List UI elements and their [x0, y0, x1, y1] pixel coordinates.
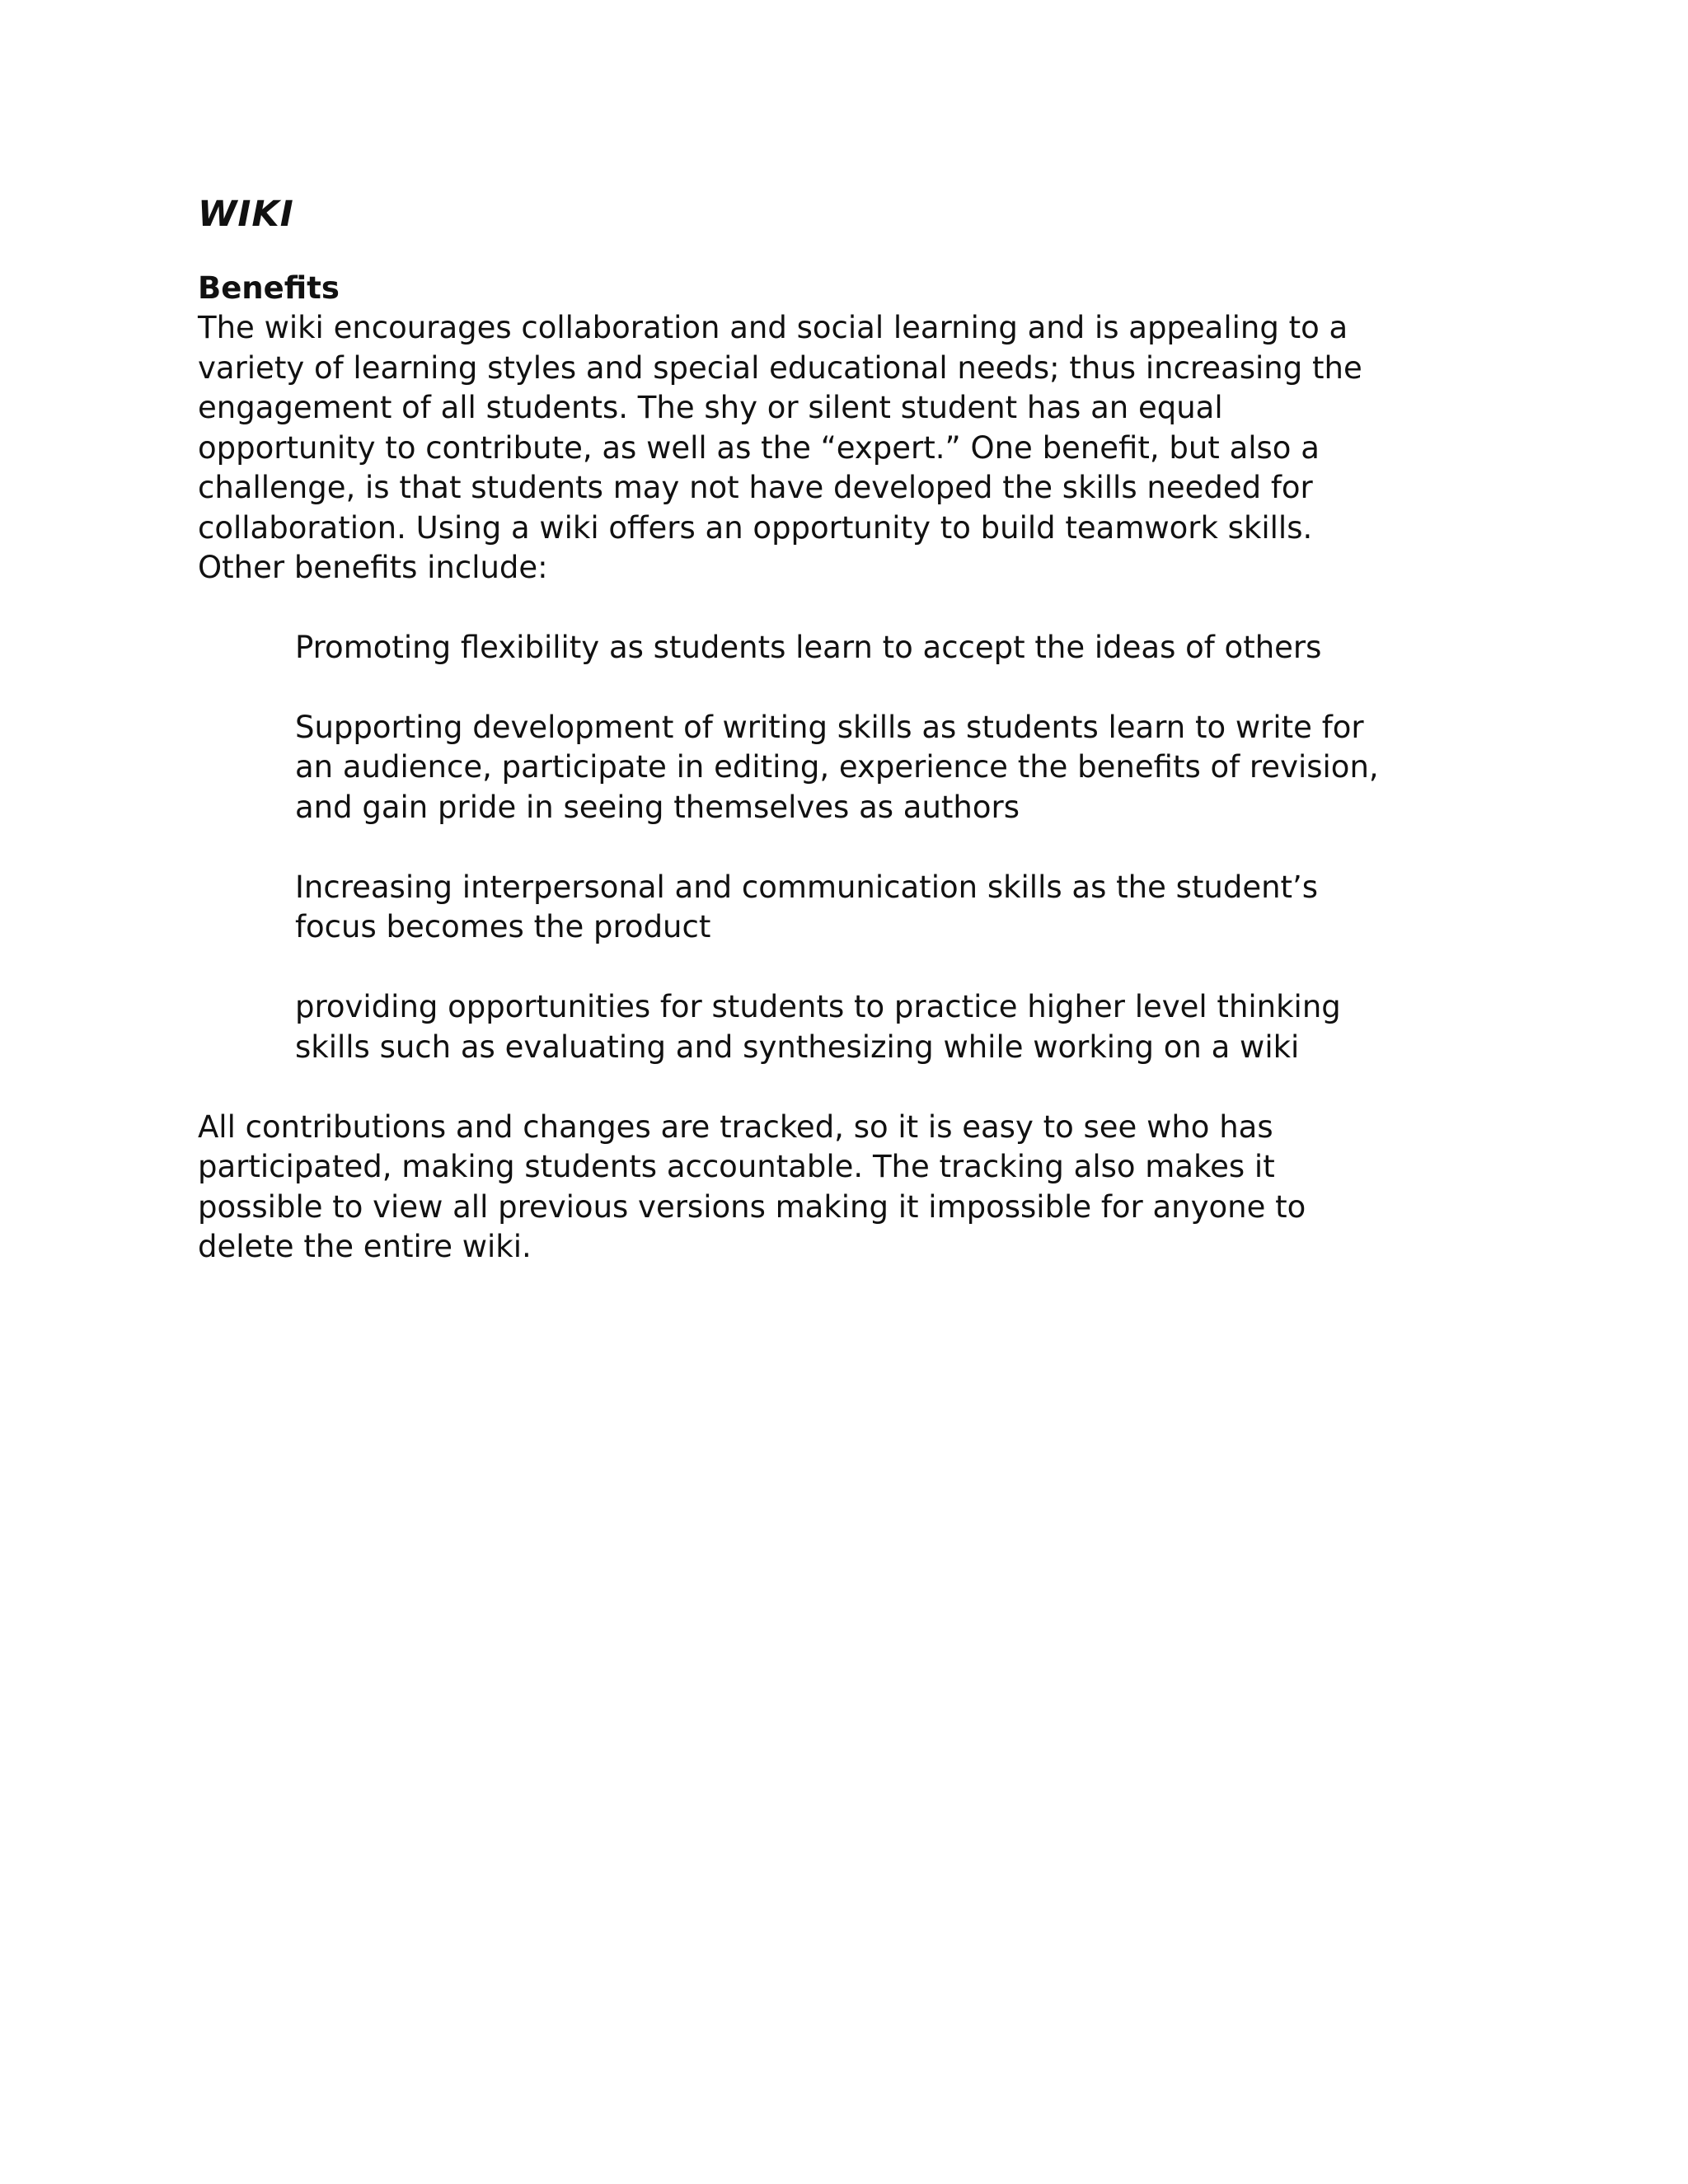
- benefits-list: [198, 628, 1533, 1068]
- benefit-item: Increasing interpersonal and communication skills as the student’s focus becomes the product: [295, 869, 1319, 944]
- document-content: [198, 191, 1533, 1268]
- document-title: WIKI: [198, 194, 294, 235]
- closing-paragraph: All contributions and changes are tracked, so it is easy to see who has participated, making students accountable. The tracking also makes it possible to view all previous versions making it impossible for anyone to delete the entire wiki.: [198, 1108, 1306, 1264]
- section-heading-benefits: Benefits: [198, 270, 340, 306]
- benefit-item: Supporting development of writing skills as students learn to write for an audience, participate in editing, experience the benefits of revision, and gain pride in seeing themselves as authors: [295, 709, 1379, 825]
- benefit-item: Promoting flexibility as students learn to accept the ideas of others: [295, 629, 1322, 665]
- benefit-item: providing opportunities for students to practice higher level thinking skills such as evaluating and synthesizing while working on a wiki: [295, 989, 1341, 1065]
- intro-paragraph: The wiki encourages collaboration and social learning and is appealing to a variety of learning styles and special educational needs; thus increasing the engagement of all students. The shy or silent student has an equal opportunity to contribute, as well as the “expert.” One benefit, but also a challenge, is that students may not have developed the skills needed for collaboration. Using a wiki offers an opportunity to build teamwork skills. Other benefits include:: [198, 310, 1362, 585]
